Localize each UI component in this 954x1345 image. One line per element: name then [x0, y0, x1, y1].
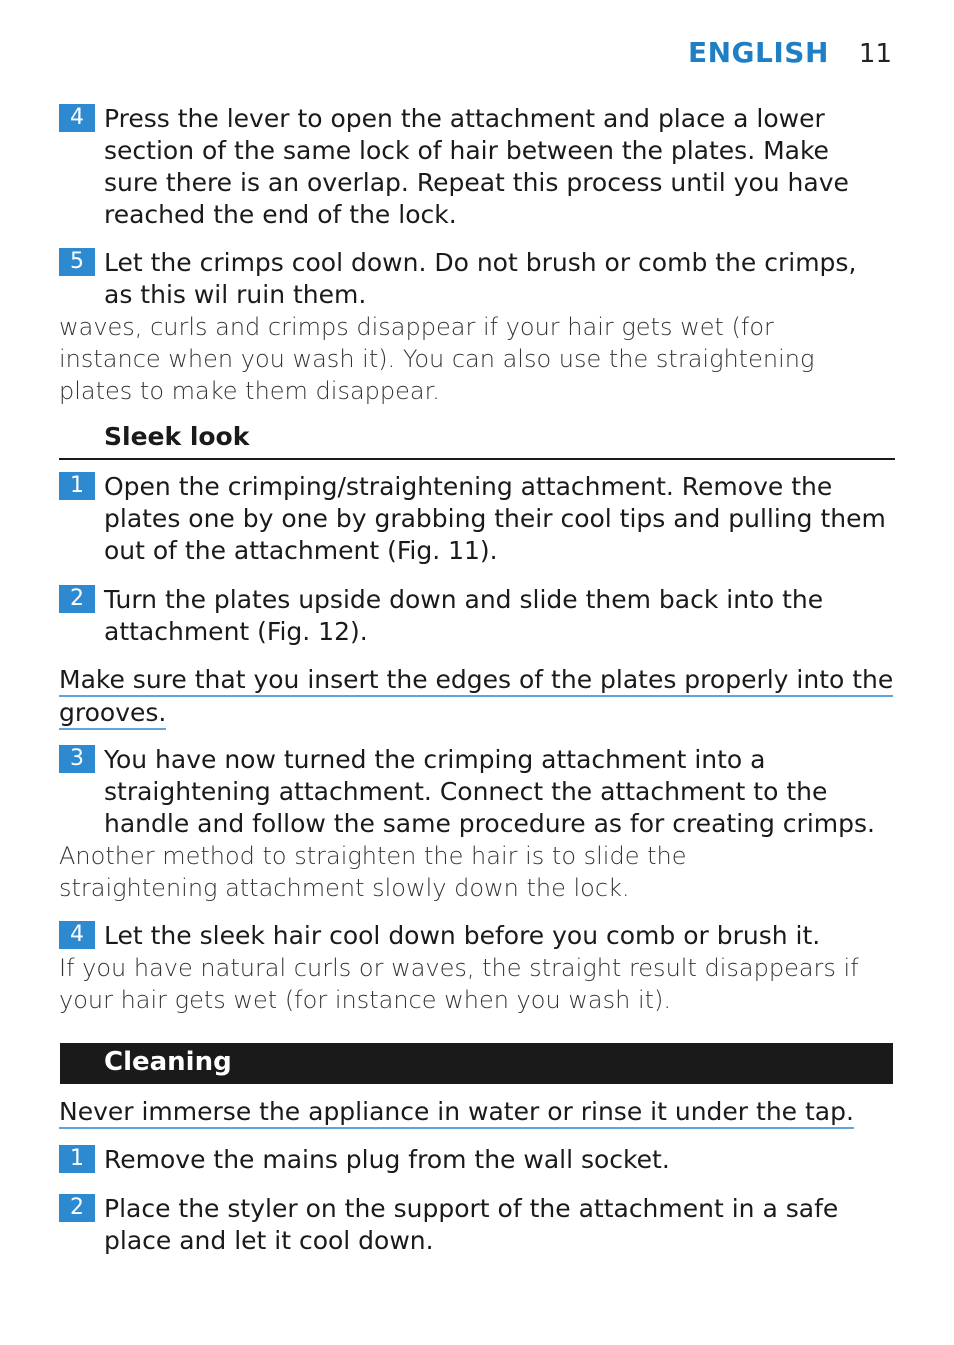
step-4-sleek — [59, 920, 889, 952]
step-number-badge: 2 — [59, 1194, 95, 1222]
step-text: You have now turned the crimping attachment into a straightening attachment. Connect the attachment to the handle and follow the same procedure as for creating crimps. — [104, 745, 875, 838]
step-1-sleek — [59, 471, 889, 567]
warning-line: grooves. — [59, 698, 166, 730]
straighten-note: Another method to straighten the hair is to slide the straightening attachment slowly down the lock. — [59, 842, 687, 902]
step-2-sleek — [59, 584, 889, 648]
step-number-badge: 1 — [59, 1145, 95, 1173]
step-2-cleaning — [59, 1193, 889, 1257]
step-number-badge: 4 — [59, 921, 95, 949]
language-label: ENGLISH — [688, 36, 829, 69]
step-1-cleaning — [59, 1144, 889, 1176]
step-text: Let the sleek hair cool down before you comb or brush it. — [104, 921, 821, 950]
cleaning-section-bar — [60, 1043, 893, 1084]
warning-line: Never immerse the appliance in water or rinse it under the tap. — [59, 1097, 854, 1129]
warning-line: Make sure that you insert the edges of the plates properly into the — [59, 665, 893, 697]
step-text: Let the crimps cool down. Do not brush or comb the crimps, as this wil ruin them. — [104, 248, 857, 309]
step-5-crimp — [59, 247, 889, 311]
step-number-badge: 3 — [59, 745, 95, 773]
step-number-badge: 5 — [59, 248, 95, 276]
step-number-badge: 2 — [59, 585, 95, 613]
immerse-warning — [59, 1096, 854, 1129]
page-number: 11 — [858, 39, 892, 69]
step-text: Remove the mains plug from the wall socket. — [104, 1145, 670, 1174]
step-text: Press the lever to open the attachment and place a lower section of the same lock of hair between the plates. Make sure there is an overlap. Repeat this process until you have reached the end of the lock. — [104, 104, 849, 229]
step-4-crimp — [59, 103, 889, 231]
plates-warning — [59, 664, 893, 729]
step-number-badge: 1 — [59, 472, 95, 500]
natural-curls-note: If you have natural curls or waves, the straight result disappears if your hair gets wet (for instance when you wash it). — [59, 954, 859, 1014]
crimp-note: waves, curls and crimps disappear if your hair gets wet (for instance when you wash it). You can also use the straightening plates to make them disappear. — [59, 313, 815, 405]
step-3-sleek — [59, 744, 889, 840]
page-header — [688, 36, 892, 69]
cleaning-heading: Cleaning — [104, 1047, 232, 1077]
sleek-look-heading: Sleek look — [104, 422, 250, 451]
heading-rule — [59, 458, 895, 460]
step-text: Turn the plates upside down and slide them back into the attachment (Fig. 12). — [104, 585, 824, 646]
step-text: Open the crimping/straightening attachment. Remove the plates one by one by grabbing their cool tips and pulling them out of the attachment (Fig. 11). — [104, 472, 886, 565]
step-text: Place the styler on the support of the attachment in a safe place and let it cool down. — [104, 1194, 839, 1255]
step-number-badge: 4 — [59, 104, 95, 132]
